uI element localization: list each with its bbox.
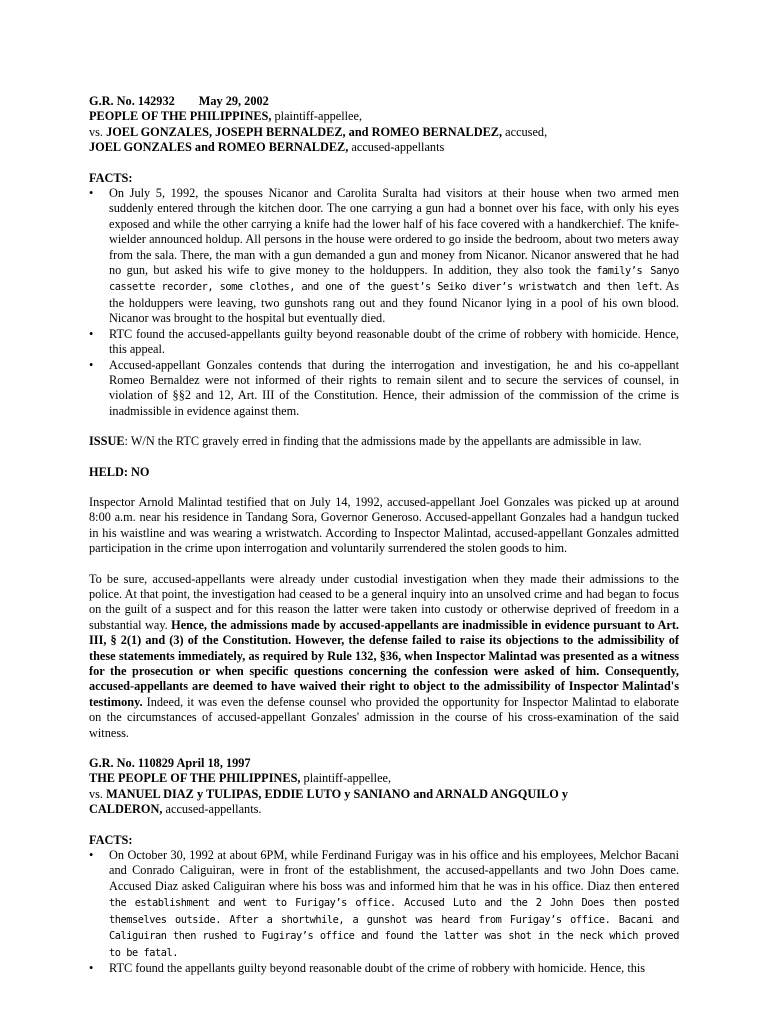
case1-date: May 29, 2002 [198,94,269,108]
list-item [89,848,679,961]
list-item [89,358,679,420]
case1-paragraph1: Inspector Arnold Malintad testified that on July 14, 1992, accused-appellant Joel Gonzales was picked up at around 8:00 a.m. near his residence in Tandang Sora, Governor Generoso. Accused-appellant Gonzales had a handgun tucked in his waistline and was wearing a wristwatch. According to Inspector Malintad, accused-appellant Gonzales admitted participation in the crime upon interrogation and voluntarily surrendered the stolen goods to him. [89,494,679,556]
case2-plaintiff-role: plaintiff-appellee, [300,771,392,786]
case1-accused-role: accused, [502,124,548,139]
case1-appellants: JOEL GONZALES and ROMEO BERNALDEZ, [89,140,349,155]
case2-fact2-text: RTC found the appellants guilty beyond reasonable doubt of the crime of robbery with homicide. Hence, this [109,960,646,975]
case1-plaintiff: PEOPLE OF THE PHILIPPINES, [89,109,272,124]
case2-accused: MANUEL DIAZ y TULIPAS, EDDIE LUTO y SANIANO and ARNALD ANGQUILO y [106,786,569,801]
case1-paragraph2-text-end: Indeed, it was even the defense counsel who provided the opportunity for Inspector Malintad to elaborate on the circumstances of accused-appellant Gonzales' admission in the course of his cross-examination of the said witness. [89,694,679,740]
case1-gr-number: G.R. No. 142932 [89,94,175,108]
case1-issue [89,434,679,449]
case1-paragraph2-ruling: Hence, the admissions made by accused-appellants are inadmissible in evidence pursuant to Art. III, § 2(1) and (3) of the Constitution. However, the defense failed to raise its objections to the admissibility of these statements immediately, as required by Rule 132, §36, when Inspector Malintad was presented as a witness for the prosecution or when specific questions concerning the confession were asked of him. Consequently, accused-appellants are deemed to have waived their right to object to the admissibility of Inspector Malintad's testimony. [89,617,679,709]
case1-held: HELD: NO [89,464,150,479]
list-item [89,327,679,358]
case2-gr-line: G.R. No. 110829 April 18, 1997 [89,756,251,771]
case1-paragraph2-text: To be sure, accused-appellants were already under custodial investigation when they made their admissions to the police. At that point, the investigation had ceased to be a general inquiry into an unsolved crime and had began to focus on the guilt of a suspect and for this reason the latter were taken into custody or otherwise deprived of freedom in a substantial way. [89,571,679,632]
bullet-icon: • [89,848,94,863]
case1-paragraph2 [89,572,679,741]
list-item [89,186,679,327]
case1-parties-line2 [89,125,679,140]
bullet-icon: • [89,326,94,341]
case1-fact1-text-end: . As the holduppers were leaving, two gunshots rang out and they found Nicanor lying in a pool of his own blood. Nicanor was brought to the hospital but eventually died. [109,279,680,326]
case1-fact3-text: Accused-appellant Gonzales contends that during the interrogation and investigation, he and his co-appellant Romeo Bernaldez were not informed of their rights to remain silent and to secure the services of counsel, in violation of §§2 and 12, Art. III of the Constitution. Hence, their admission of the commission of the crime is inadmissible in evidence against them. [109,357,679,418]
bullet-icon: • [89,357,94,372]
case1-fact1-text: On July 5, 1992, the spouses Nicanor and Carolita Suralta had visitors at their house when two armed men suddenly entered through the kitchen door. The one carrying a gun had a bonnet over his face, with only his eyes exposed and while the other carrying a knife had the lower half of his face covered with a handkerchief. The knife-wielder announced holdup. All persons in the house were ordered to go inside the bedroom, about two meters away from the sala. There, the man with a gun demanded a gun and money from Nicanor. Nicanor answered that he had no gun, but asked his wife to give money to the holduppers. In addition, they also took the [109,186,679,278]
case1-fact1-typed: family’s Sanyo cassette recorder, some clothes, and one of the guest’s Seiko diver’s wristwatch and then left [109,265,679,294]
case1-issue-text: : W/N the RTC gravely erred in finding that the admissions made by the appellants are admissible in law. [124,434,642,449]
case2-facts-heading: FACTS: [89,832,133,847]
case2-accused-role: accused-appellants. [162,802,262,817]
case2-fact1-typed: entered the establishment and went to Furigay’s office. Accused Luto and the 2 John Does then posted themselves outside. After a shortwhile, a gunshot was heard from Furigay’s office. Bacani and Caliguiran then rushed to Fugiray’s office and found the latter was shot in the neck which proved to be fatal. [109,880,679,959]
case1-parties-line3 [89,140,679,155]
case2-fact1-text: On October 30, 1992 at about 6PM, while Ferdinand Furigay was in his office and his employees, Melchor Bacani and Conrado Caliguiran, were in front of the establishment, the accused-appellants and two John Does came. Accused Diaz asked Caliguiran where his boss was and informed him that he was in his office. Diaz then [109,848,679,893]
case1-facts-list [89,186,679,419]
list-item [89,961,679,976]
case1-fact2-text: RTC found the accused-appellants guilty beyond reasonable doubt of the crime of robbery with homicide. Hence, this appeal. [109,326,679,357]
case2-parties-line1 [89,771,679,786]
case1-plaintiff-role: plaintiff-appellee, [271,109,363,124]
case1-gr-line [89,94,679,109]
case2-parties-line3 [89,802,679,817]
case2-plaintiff: THE PEOPLE OF THE PHILIPPINES, [89,771,301,786]
document-page [89,94,679,976]
case1-vs: vs. [89,124,107,139]
case1-facts-heading: FACTS: [89,170,133,185]
case2-accused-cont: CALDERON, [89,802,163,817]
case2-vs: vs. [89,786,107,801]
bullet-icon: • [89,186,94,201]
case1-accused: JOEL GONZALES, JOSEPH BERNALDEZ, and ROMEO BERNALDEZ, [106,124,503,139]
case2-parties-line2 [89,787,679,802]
case2-facts-list [89,848,679,976]
case1-appellants-role: accused-appellants [348,140,445,155]
case1-issue-label: ISSUE [89,434,125,449]
bullet-icon: • [89,960,94,975]
case1-parties-line1 [89,109,679,124]
